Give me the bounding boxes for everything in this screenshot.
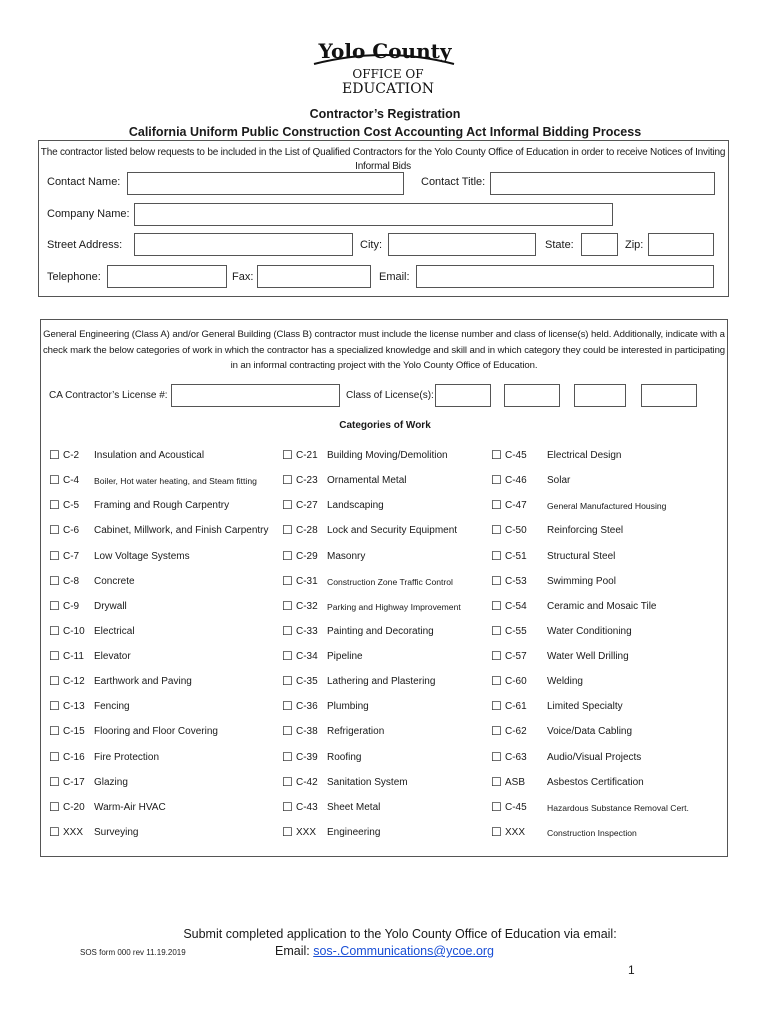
category-name: Elevator: [94, 651, 131, 662]
category-code: C-57: [505, 651, 527, 662]
category-code: C-10: [63, 626, 85, 637]
category-code: C-47: [505, 500, 527, 511]
category-name: Surveying: [94, 827, 139, 838]
category-code: C-46: [505, 475, 527, 486]
category-checkbox[interactable]: ☐: [49, 549, 60, 563]
contact-name-label: Contact Name:: [47, 176, 121, 188]
category-code: C-5: [63, 500, 80, 511]
license-number-label: CA Contractor’s License #:: [49, 390, 168, 401]
category-checkbox[interactable]: ☐: [49, 775, 60, 789]
category-code: C-34: [296, 651, 318, 662]
category-name: Voice/Data Cabling: [547, 726, 633, 737]
category-name: Glazing: [94, 777, 128, 788]
category-checkbox[interactable]: ☐: [49, 825, 60, 839]
category-name: Engineering: [327, 827, 381, 838]
category-name: Audio/Visual Projects: [547, 752, 642, 763]
category-checkbox[interactable]: ☐: [491, 624, 502, 638]
category-code: C-28: [296, 525, 318, 536]
category-checkbox[interactable]: ☐: [282, 574, 293, 588]
license-class-field-4[interactable]: [641, 384, 697, 407]
contact-name-field[interactable]: [127, 172, 404, 195]
contact-title-label: Contact Title:: [421, 176, 486, 188]
category-code: C-50: [505, 525, 527, 536]
category-checkbox[interactable]: ☐: [282, 750, 293, 764]
page-title: Contractor’s Registration: [309, 107, 461, 121]
category-code: C-29: [296, 551, 318, 562]
category-code: C-27: [296, 500, 318, 511]
category-name: Asbestos Certification: [547, 777, 644, 788]
category-name: Solar: [547, 475, 571, 486]
category-code: C-16: [63, 752, 85, 763]
category-name: Limited Specialty: [547, 701, 623, 712]
category-checkbox[interactable]: ☐: [282, 775, 293, 789]
category-checkbox[interactable]: ☐: [49, 574, 60, 588]
fax-field[interactable]: [257, 265, 371, 288]
category-name: Swimming Pool: [547, 576, 616, 587]
category-code: C-43: [296, 802, 318, 813]
category-name: Fencing: [94, 701, 130, 712]
license-class-field-2[interactable]: [504, 384, 560, 407]
category-checkbox[interactable]: ☐: [491, 775, 502, 789]
category-name: Ceramic and Mosaic Tile: [547, 601, 657, 612]
category-checkbox[interactable]: ☐: [282, 825, 293, 839]
category-name: Parking and Highway Improvement: [327, 602, 461, 612]
category-code: ASB: [505, 777, 526, 788]
category-name: Earthwork and Paving: [94, 676, 192, 687]
category-checkbox[interactable]: ☐: [282, 498, 293, 512]
category-code: XXX: [63, 827, 84, 838]
category-code: C-13: [63, 701, 85, 712]
category-checkbox[interactable]: ☐: [282, 674, 293, 688]
category-name: Lock and Security Equipment: [327, 525, 458, 536]
category-checkbox[interactable]: ☐: [282, 523, 293, 537]
category-checkbox[interactable]: ☐: [282, 448, 293, 462]
category-name: Lathering and Plastering: [327, 676, 436, 687]
category-checkbox[interactable]: ☐: [49, 498, 60, 512]
category-name: Concrete: [94, 576, 135, 587]
category-name: Boiler, Hot water heating, and Steam fitting: [94, 476, 257, 486]
category-checkbox[interactable]: ☐: [49, 523, 60, 537]
category-code: C-8: [63, 576, 80, 587]
zip-label: Zip:: [625, 239, 644, 251]
category-code: C-17: [63, 777, 85, 788]
category-code: C-54: [505, 601, 527, 612]
category-code: C-62: [505, 726, 527, 737]
category-code: C-6: [63, 525, 80, 536]
category-name: Landscaping: [327, 500, 384, 511]
category-checkbox[interactable]: ☐: [282, 699, 293, 713]
zip-field[interactable]: [648, 233, 714, 256]
category-checkbox[interactable]: ☐: [491, 599, 502, 613]
category-checkbox[interactable]: ☐: [491, 549, 502, 563]
category-name: Cabinet, Millwork, and Finish Carpentry: [94, 525, 269, 536]
form-reference: SOS form 000 rev 11.19.2019: [80, 948, 186, 957]
category-checkbox[interactable]: ☐: [491, 825, 502, 839]
license-number-field[interactable]: [171, 384, 340, 407]
category-code: C-11: [63, 651, 84, 662]
category-name: Fire Protection: [94, 752, 160, 763]
email-label: Email:: [379, 271, 410, 283]
category-code: C-32: [296, 601, 318, 612]
category-code: XXX: [505, 827, 526, 838]
category-code: C-61: [505, 701, 527, 712]
category-name: Framing and Rough Carpentry: [94, 500, 230, 511]
category-name: Electrical Design: [547, 450, 622, 461]
category-name: Flooring and Floor Covering: [94, 726, 218, 737]
category-code: C-33: [296, 626, 318, 637]
license-class-field-1[interactable]: [435, 384, 491, 407]
category-name: Reinforcing Steel: [547, 525, 624, 536]
category-code: C-12: [63, 676, 85, 687]
category-name: Refrigeration: [327, 726, 385, 737]
company-name-label: Company Name:: [47, 208, 130, 220]
category-checkbox[interactable]: ☐: [491, 724, 502, 738]
category-name: Sanitation System: [327, 777, 408, 788]
category-name: Ornamental Metal: [327, 475, 407, 486]
category-checkbox[interactable]: ☐: [49, 724, 60, 738]
category-checkbox[interactable]: ☐: [491, 649, 502, 663]
city-label: City:: [360, 239, 382, 251]
category-name: Building Moving/Demolition: [327, 450, 448, 461]
category-name: Water Conditioning: [547, 626, 632, 637]
yolo-county-office-of-education-logo: [300, 34, 470, 98]
category-code: C-20: [63, 802, 85, 813]
category-checkbox[interactable]: ☐: [491, 498, 502, 512]
submit-instructions: Submit completed application to the Yolo County Office of Education via email:: [183, 927, 617, 941]
category-checkbox[interactable]: ☐: [491, 473, 502, 487]
category-checkbox[interactable]: ☐: [491, 674, 502, 688]
category-checkbox[interactable]: ☐: [282, 549, 293, 563]
category-code: C-51: [505, 551, 527, 562]
category-checkbox[interactable]: ☐: [282, 599, 293, 613]
street-address-field[interactable]: [134, 233, 353, 256]
category-checkbox[interactable]: ☐: [49, 649, 60, 663]
category-name: Roofing: [327, 752, 362, 763]
category-name: Plumbing: [327, 701, 369, 712]
category-name: General Manufactured Housing: [547, 501, 667, 511]
category-code: C-38: [296, 726, 318, 737]
category-code: C-53: [505, 576, 527, 587]
category-code: C-45: [505, 802, 527, 813]
category-checkbox[interactable]: ☐: [49, 699, 60, 713]
street-address-label: Street Address:: [47, 239, 123, 251]
category-code: C-21: [296, 450, 318, 461]
category-code: C-4: [63, 475, 80, 486]
license-instructions-text: General Engineering (Class A) and/or General Building (Class B) contractor must include the license number and class of license(s) held. Additionally, indicate with a check mark the below categories of work in which the contractor has a specialized knowledge and skill and in which category they could be interested in participating in an informal contracting project with the Yolo County Office of Education.: [42, 329, 726, 371]
telephone-field[interactable]: [107, 265, 227, 288]
category-checkbox[interactable]: ☐: [49, 448, 60, 462]
category-code: C-23: [296, 475, 318, 486]
category-code: C-9: [63, 601, 80, 612]
category-code: C-2: [63, 450, 80, 461]
page-subtitle: California Uniform Public Construction Cost Accounting Act Informal Bidding Process: [128, 125, 642, 139]
submit-email-label: Email:: [275, 944, 314, 958]
category-name: Pipeline: [327, 651, 363, 662]
category-checkbox[interactable]: ☐: [49, 473, 60, 487]
category-code: C-31: [296, 576, 318, 587]
category-name: Electrical: [94, 626, 135, 637]
city-field[interactable]: [388, 233, 536, 256]
license-class-field-3[interactable]: [574, 384, 626, 407]
submit-email-link[interactable]: sos-.Communications@ycoe.org: [313, 944, 495, 958]
category-code: C-15: [63, 726, 85, 737]
category-name: Water Well Drilling: [547, 651, 629, 662]
contact-title-field[interactable]: [490, 172, 715, 195]
category-checkbox[interactable]: ☐: [491, 800, 502, 814]
category-checkbox[interactable]: ☐: [491, 750, 502, 764]
category-checkbox[interactable]: ☐: [49, 800, 60, 814]
category-code: C-36: [296, 701, 318, 712]
category-checkbox[interactable]: ☐: [282, 800, 293, 814]
category-code: C-35: [296, 676, 318, 687]
company-name-field[interactable]: [134, 203, 613, 226]
category-name: Insulation and Acoustical: [94, 450, 205, 461]
category-name: Masonry: [327, 551, 366, 562]
category-checkbox[interactable]: ☐: [49, 674, 60, 688]
contact-intro-text: The contractor listed below requests to be included in the List of Qualified Contractors for the Yolo County Office of Education in order to receive Notices of Inviting Informal Bids: [40, 147, 726, 172]
category-name: Welding: [547, 676, 583, 687]
category-checkbox[interactable]: ☐: [282, 473, 293, 487]
category-code: C-45: [505, 450, 527, 461]
category-name: Low Voltage Systems: [94, 551, 190, 562]
category-checkbox[interactable]: ☐: [49, 599, 60, 613]
logo-graphic: [300, 34, 470, 98]
category-code: C-60: [505, 676, 527, 687]
category-name: Construction Inspection: [547, 828, 637, 838]
categories-heading: Categories of Work: [339, 420, 431, 431]
category-code: C-63: [505, 752, 527, 763]
category-name: Drywall: [94, 601, 127, 612]
category-name: Construction Zone Traffic Control: [327, 577, 453, 587]
state-label: State:: [545, 239, 574, 251]
svg-text:Yolo County: Yolo County: [318, 39, 452, 63]
state-field[interactable]: [581, 233, 618, 256]
category-code: C-55: [505, 626, 527, 637]
category-code: C-42: [296, 777, 318, 788]
category-checkbox[interactable]: ☐: [282, 624, 293, 638]
category-checkbox[interactable]: ☐: [49, 750, 60, 764]
category-code: C-7: [63, 551, 80, 562]
email-field[interactable]: [416, 265, 714, 288]
category-name: Sheet Metal: [327, 802, 381, 813]
submit-email-line: [275, 944, 494, 958]
category-checkbox[interactable]: ☐: [491, 448, 502, 462]
svg-text:OFFICE OF: OFFICE OF: [352, 67, 424, 81]
category-code: XXX: [296, 827, 317, 838]
category-name: Hazardous Substance Removal Cert.: [547, 803, 689, 813]
category-code: C-39: [296, 752, 318, 763]
license-class-label: Class of License(s):: [346, 390, 434, 401]
category-name: Warm-Air HVAC: [94, 802, 166, 813]
category-checkbox[interactable]: ☐: [491, 523, 502, 537]
category-checkbox[interactable]: ☐: [491, 699, 502, 713]
telephone-label: Telephone:: [47, 271, 101, 283]
category-checkbox[interactable]: ☐: [491, 574, 502, 588]
fax-label: Fax:: [232, 271, 254, 283]
category-name: Structural Steel: [547, 551, 616, 562]
svg-text:EDUCATION: EDUCATION: [342, 81, 434, 97]
page-number: 1: [628, 963, 635, 977]
category-checkbox[interactable]: ☐: [282, 724, 293, 738]
category-name: Painting and Decorating: [327, 626, 434, 637]
category-checkbox[interactable]: ☐: [282, 649, 293, 663]
category-checkbox[interactable]: ☐: [49, 624, 60, 638]
